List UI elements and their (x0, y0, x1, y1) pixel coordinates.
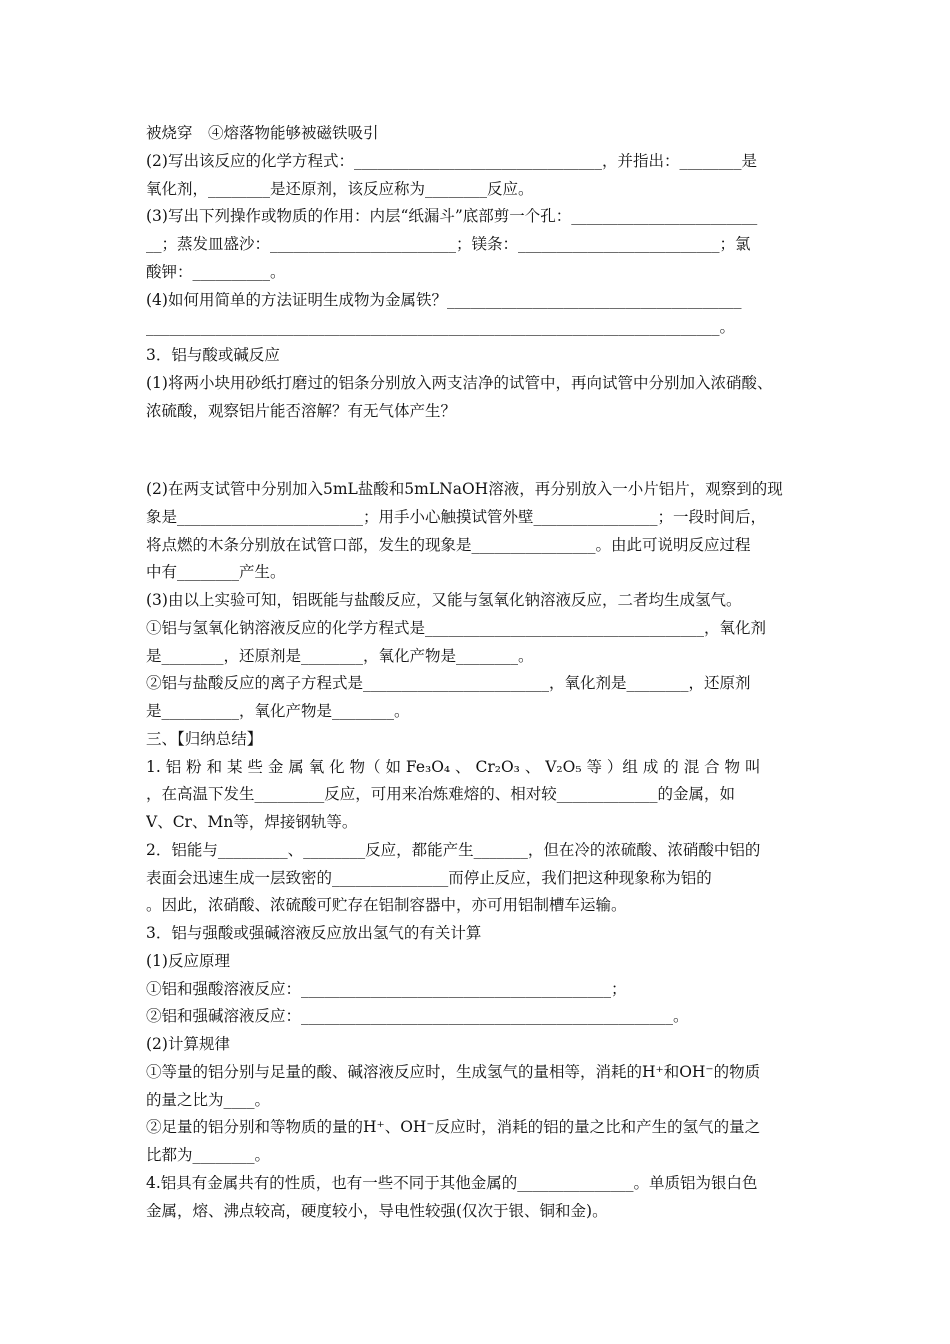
summary-line: ②足量的铝分别和等物质的量的H⁺、OH⁻反应时，消耗的铝的量之比和产生的氢气的量之 (146, 1118, 761, 1136)
question-line: 是__________，氧化产物是________。 (146, 702, 410, 720)
summary-line: ，在高温下发生_________反应，可用来冶炼难熔的、相对较_____________的金属，如 (146, 785, 736, 803)
summary-line: 比都为________。 (146, 1146, 271, 1164)
summary-line: 3．铝与强酸或强碱溶液反应放出氢气的有关计算 (146, 924, 482, 942)
question-line: 将点燃的木条分别放在试管口部，发生的现象是________________。由此可说明反应过程 (146, 536, 751, 554)
summary-line: 4.铝具有金属共有的性质，也有一些不同于其他金属的_______________。单质铝为银白色 (146, 1174, 758, 1192)
answer-blank-line: __________________________________________________________________________。 (146, 318, 736, 336)
summary-line: 表面会迅速生成一层致密的_______________而停止反应，我们把这种现象称为铝的 (146, 869, 712, 887)
summary-line: 金属，熔、沸点较高，硬度较小，导电性较强(仅次于银、铜和金)。 (146, 1202, 608, 1220)
summary-line: ①铝和强酸溶液反应：________________________________________； (146, 980, 627, 998)
question-line: (3)由以上实验可知，铝既能与盐酸反应，又能与氢氧化钠溶液反应，二者均生成氢气。 (146, 591, 742, 609)
summary-line: ①等量的铝分别与足量的酸、碱溶液反应时，生成氢气的量相等，消耗的H⁺和OH⁻的物质 (146, 1063, 761, 1081)
summary-line: V、Cr、Mn等，焊接钢轨等。 (146, 813, 358, 831)
summary-line: 的量之比为____。 (146, 1091, 271, 1109)
summary-line: (2)计算规律 (146, 1035, 230, 1053)
question-line: 象是________________________；用手小心触摸试管外壁________________；一段时间后， (146, 508, 767, 526)
question-line: 酸钾：__________。 (146, 263, 286, 281)
summary-line: (1)反应原理 (146, 952, 230, 970)
question-line: (2)写出该反应的化学方程式：________________________________，并指出：________是 (146, 152, 757, 170)
section-heading: 三、【归纳总结】 (146, 730, 263, 748)
question-line: 浓硫酸，观察铝片能否溶解？有无气体产生？ (146, 402, 457, 420)
question-line: (2)在两支试管中分别加入5mL盐酸和5mLNaOH溶液，再分别放入一小片铝片，观察到的现 (146, 480, 783, 498)
question-line: (3)写出下列操作或物质的作用：内层“纸漏斗”底部剪一个孔：________________________ (146, 207, 758, 225)
question-line: 是________，还原剂是________，氧化产物是________。 (146, 647, 534, 665)
summary-line: ②铝和强碱溶液反应：________________________________________________。 (146, 1007, 689, 1025)
question-line: ②铝与盐酸反应的离子方程式是________________________，氧化剂是________，还原剂 (146, 674, 751, 692)
question-line: 氧化剂，________是还原剂，该反应称为________反应。 (146, 180, 534, 198)
summary-line: 2．铝能与_________、________反应，都能产生_______，但在冷的浓硫酸、浓硝酸中铝的 (146, 841, 761, 859)
question-line: ①铝与氢氧化钠溶液反应的化学方程式是____________________________________，氧化剂 (146, 619, 767, 637)
text-line: 被烧穿 ④熔落物能够被磁铁吸引 (146, 124, 379, 142)
section-heading: 3．铝与酸或碱反应 (146, 346, 280, 364)
question-line: (4)如何用简单的方法证明生成物为金属铁？______________________________________ (146, 291, 742, 309)
summary-line: 1. 铝 粉 和 某 些 金 属 氧 化 物（ 如 Fe₃O₄ 、 Cr₂O₃ 、 V₂O₅ 等 ）组 成 的 混 合 物 叫 (146, 758, 761, 776)
question-line: (1)将两小块用砂纸打磨过的铝条分别放入两支洁净的试管中，再向试管中分别加入浓硝酸、 (146, 374, 773, 392)
question-line: __；蒸发皿盛沙：________________________；镁条：__________________________；氯 (146, 235, 751, 253)
question-line: 中有________产生。 (146, 563, 286, 581)
summary-line: 。因此，浓硝酸、浓硫酸可贮存在铝制容器中，亦可用铝制槽车运输。 (146, 896, 627, 914)
